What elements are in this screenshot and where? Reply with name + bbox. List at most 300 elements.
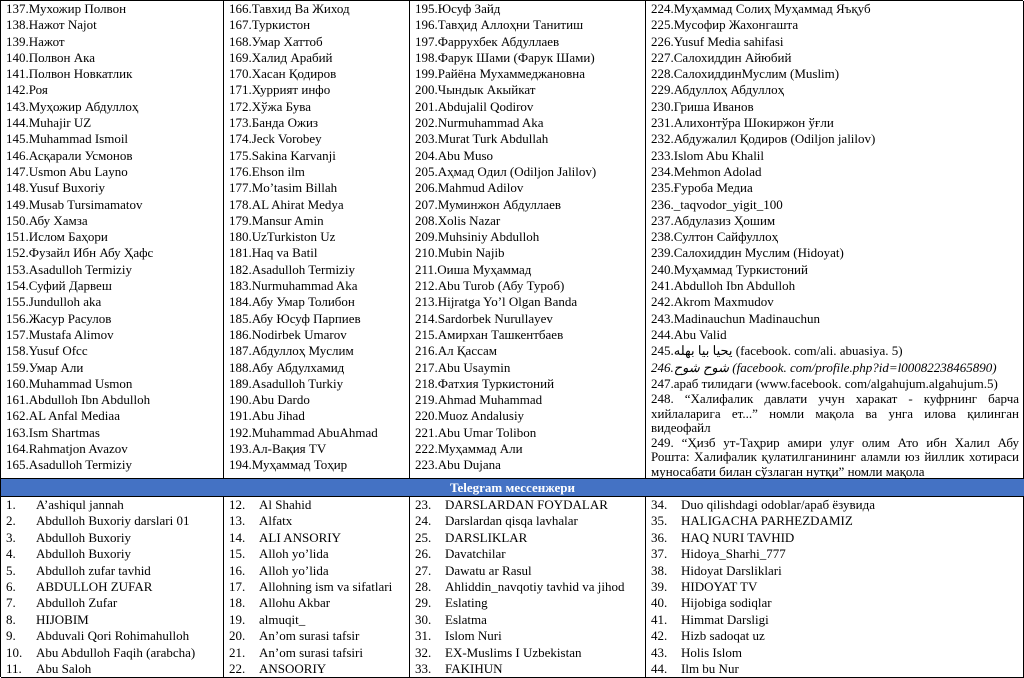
item-number: 187. [229, 343, 252, 359]
item-name: Nurmuhammad Aka [437, 115, 544, 131]
item-name: Нажот Najot [28, 17, 97, 33]
item-number: 15. [229, 546, 246, 562]
item-name: ALI ANSORIY [259, 529, 341, 545]
list-item [224, 294, 409, 310]
item-name: Abu Dujana [437, 457, 501, 473]
item-name: Abu Usaymin [437, 359, 511, 375]
list-item [410, 408, 645, 424]
item-name: Мусофир Жахонгашта [673, 17, 799, 33]
list-item [410, 164, 645, 180]
list-item [1, 497, 223, 513]
item-number: 215. [415, 326, 438, 342]
item-number: 9. [6, 628, 16, 644]
arabic-name: يحيا بيا بهله [673, 343, 733, 359]
list-item [410, 343, 645, 359]
list-item [224, 546, 409, 562]
item-name: Dawatu ar Rasul [445, 562, 532, 578]
item-name: Asadulloh Turkiy [251, 375, 344, 391]
list-item [410, 245, 645, 261]
item-number: 173. [229, 115, 252, 131]
item-number: 26. [415, 546, 432, 562]
item-name: Тавҳид Аллоҳни Танитиш [437, 17, 584, 33]
item-number: 199. [415, 66, 438, 82]
item-number: 139. [6, 33, 29, 49]
list-item [1, 441, 223, 457]
item-name: Фаррухбек Абдуллаев [437, 33, 560, 49]
item-number: 145. [6, 131, 29, 147]
item-name: Роя [28, 82, 48, 98]
list-item [646, 530, 1023, 546]
item-name: UzTurkiston Uz [251, 229, 336, 245]
top-column-3 [410, 1, 646, 478]
item-name: Yusuf Buxoriy [28, 180, 105, 196]
section-header-telegram: Telegram мессенжери [1, 478, 1024, 497]
list-item [224, 115, 409, 131]
item-name: Jundulloh aka [28, 294, 102, 310]
item-number: 242. [651, 294, 674, 310]
item-number: 200. [415, 82, 438, 98]
list-item [224, 262, 409, 278]
list-item [410, 530, 645, 546]
list-item [1, 245, 223, 261]
list-item [646, 164, 1023, 180]
item-number: 205. [415, 163, 438, 179]
item-number: 202. [415, 115, 438, 131]
item-name: Гриша Иванов [673, 98, 754, 114]
item-name: Yusuf Ofcc [28, 343, 88, 359]
item-number: 38. [651, 562, 668, 578]
list-item [224, 457, 409, 473]
item-name: Alloh yo’lida [259, 562, 329, 578]
item-number: 140. [6, 49, 29, 65]
item-name: Абдуллоҳ Абдуллоҳ [673, 82, 785, 98]
item-number: 195. [415, 1, 438, 16]
list-item [1, 82, 223, 98]
list-item [224, 311, 409, 327]
item-name: Жасур Расулов [28, 310, 112, 326]
list-item [646, 115, 1023, 131]
item-name: Ism Shartmas [28, 424, 100, 440]
item-number: 184. [229, 294, 252, 310]
list-item [224, 148, 409, 164]
list-item [224, 343, 409, 359]
item-number: 163. [6, 424, 29, 440]
item-number: 244. [651, 326, 674, 342]
item-name: Muhammad AbuAhmad [251, 424, 378, 440]
item-name: Nodirbek Umarov [251, 326, 347, 342]
list-item [646, 579, 1023, 595]
item-number: 176. [229, 163, 252, 179]
item-name: Hijobiga sodiqlar [681, 595, 772, 611]
item-name: Банда Ожиз [251, 115, 319, 131]
item-number: 34. [651, 497, 668, 512]
list-item [410, 197, 645, 213]
list-item [224, 628, 409, 644]
list-item [410, 546, 645, 562]
list-item [646, 66, 1023, 82]
item-name: Abu Dardo [251, 392, 310, 408]
list-item [410, 595, 645, 611]
item-number: 7. [6, 595, 16, 611]
item-name: Ғуроба Медиа [673, 180, 753, 196]
list-item [224, 34, 409, 50]
item-number: 191. [229, 408, 252, 424]
item-number: 226. [651, 33, 674, 49]
item-name: Умар Хаттоб [251, 33, 323, 49]
list-item [224, 197, 409, 213]
item-number: 193. [229, 441, 252, 457]
list-item [410, 278, 645, 294]
list-item [646, 563, 1023, 579]
list-item [410, 82, 645, 98]
item-number: 240. [651, 261, 674, 277]
item-name: Allohu Akbar [259, 595, 331, 611]
list-item [1, 197, 223, 213]
item-name: Mansur Amin [251, 212, 324, 228]
list-item [224, 50, 409, 66]
item-number: 209. [415, 229, 438, 245]
item-name: Аҳмад Одил (Odiljon Jalilov) [437, 163, 597, 179]
list-item [1, 530, 223, 546]
list-item [646, 497, 1023, 513]
item-number: 225. [651, 17, 674, 33]
item-name: Muhammad Usmon [28, 375, 133, 391]
item-number: 10. [6, 644, 23, 660]
list-item: 245.يحيا بيا بهله (facebook. com/ali. abuasiya. 5) [651, 343, 903, 359]
item-number: 223. [415, 457, 438, 473]
list-item [1, 278, 223, 294]
list-item [410, 213, 645, 229]
item-number: 174. [229, 131, 252, 147]
list-item [224, 17, 409, 33]
item-number: 144. [6, 115, 29, 131]
list-item [224, 360, 409, 376]
item-number: 37. [651, 546, 668, 562]
item-name: Al Shahid [259, 497, 312, 512]
item-name: Islom Abu Khalil [673, 147, 765, 163]
list-item [1, 546, 223, 562]
list-item [224, 376, 409, 392]
item-number: 161. [6, 392, 29, 408]
item-number: 233. [651, 147, 674, 163]
item-number: 221. [415, 424, 438, 440]
item-number: 172. [229, 98, 252, 114]
item-number: 179. [229, 212, 252, 228]
item-number: 243. [651, 310, 674, 326]
item-name: Муҳаммад Солиҳ Муҳаммад Яъқуб [673, 1, 871, 16]
list-item [646, 628, 1023, 644]
list-item [646, 131, 1023, 147]
list-item [410, 392, 645, 408]
list-item [1, 164, 223, 180]
item-number: 211. [415, 261, 438, 277]
list-item [1, 99, 223, 115]
item-number: 41. [651, 611, 668, 627]
item-number: 19. [229, 611, 246, 627]
list-item [646, 245, 1023, 261]
list-item [410, 425, 645, 441]
list-item: 249. “Ҳизб ут-Таҳрир амири улуғ олим Ато ибн Халил Абу Рошта: Халифалик қулатилганининг аламли юз йиллик хотираси муносабати билан сўзлаган нутқи” номли мақола [651, 435, 1019, 478]
list-item [224, 595, 409, 611]
list-item [1, 513, 223, 529]
list-item [410, 148, 645, 164]
list-item [646, 645, 1023, 661]
item-name: Muhajir UZ [28, 115, 92, 131]
item-name: Musab Tursimamatov [28, 196, 143, 212]
item-name: Rahmatjon Avazov [28, 441, 128, 457]
item-name: Sakina Karvanji [251, 147, 336, 163]
list-item [224, 661, 409, 677]
item-number: 33. [415, 660, 432, 676]
item-number: 137. [6, 1, 29, 16]
item-number: 164. [6, 441, 29, 457]
list-item [646, 661, 1023, 677]
item-number: 165. [6, 457, 29, 473]
list-item [410, 66, 645, 82]
item-number: 171. [229, 82, 252, 98]
item-number: 228. [651, 66, 674, 82]
item-name: Муҳаммад Туркистоний [673, 261, 808, 277]
item-name: Abu Abdulloh Faqih (arabcha) [36, 644, 196, 660]
list-item: 248. “Халифалик давлати учун харакат - куфрнинг барча хийлаларига ет...” номли мақола ва унга илова қилинган видеофайл [651, 392, 1020, 436]
item-name: AL Anfal Mediaa [28, 408, 120, 424]
list-item [646, 327, 1023, 343]
list-item [1, 661, 223, 677]
list-item [224, 392, 409, 408]
list-item [1, 645, 223, 661]
item-name: Mubin Najib [437, 245, 505, 261]
list-item [410, 497, 645, 513]
item-number: 40. [651, 595, 668, 611]
item-number: 11. [6, 660, 22, 676]
item-name: Darslardan qisqa lavhalar [445, 513, 578, 529]
list-item [410, 99, 645, 115]
item-name: HAQ NURI TAVHID [681, 529, 795, 545]
item-number: 43. [651, 644, 668, 660]
list-item [224, 99, 409, 115]
item-number: 146. [6, 147, 29, 163]
list-item [1, 294, 223, 310]
list-item [410, 311, 645, 327]
item-name: Оиша Муҳаммад [437, 261, 532, 277]
item-number: 196. [415, 17, 438, 33]
list-item [410, 294, 645, 310]
list-item [1, 213, 223, 229]
item-number: 241. [651, 278, 674, 294]
list-item [224, 131, 409, 147]
list-item [224, 82, 409, 98]
item-number: 24. [415, 513, 432, 529]
list-item [1, 628, 223, 644]
item-number: 177. [229, 180, 252, 196]
item-name: Алихонтўра Шокиржон ўғли [673, 115, 834, 131]
item-name: Himmat Darsligi [681, 611, 769, 627]
item-number: 227. [651, 49, 674, 65]
item-name: Ал-Вақия TV [251, 441, 327, 457]
list-item [646, 513, 1023, 529]
item-name: Асқарали Усмонов [28, 147, 133, 163]
list-item [224, 278, 409, 294]
item-name: An’om surasi tafsir [259, 628, 360, 644]
item-name: Xolis Nazar [437, 212, 501, 228]
bottom-column-2 [224, 497, 410, 678]
item-number: 231. [651, 115, 674, 131]
item-name: Abu Jihad [251, 408, 305, 424]
item-name: Mustafa Alimov [28, 326, 114, 342]
item-name: Abdulloh Ibn Abdulloh [673, 278, 796, 294]
item-name: Abdulloh Buxoriy darslari 01 [36, 513, 190, 529]
list-item: 246.شوح شوح (facebook. com/profile.php?id=l00082238465890) [651, 359, 997, 375]
top-column-4 [646, 1, 1024, 478]
item-name: Мухожир Полвон [28, 1, 127, 16]
item-number: 197. [415, 33, 438, 49]
list-item [224, 408, 409, 424]
list-item [646, 229, 1023, 245]
item-name: A’ashiqul jannah [36, 497, 124, 512]
item-name: Muhammad Ismoil [28, 131, 129, 147]
item-name: Салохиддин Айюбий [673, 49, 792, 65]
item-number: 222. [415, 441, 438, 457]
item-number: 194. [229, 457, 252, 473]
item-number: 214. [415, 310, 438, 326]
item-name: Abu Valid [673, 326, 727, 342]
item-number: 201. [415, 98, 438, 114]
item-number: 232. [651, 131, 674, 147]
list-item [1, 392, 223, 408]
item-name: Muhsiniy Abdulloh [437, 229, 540, 245]
item-number: 39. [651, 578, 668, 594]
list-item [410, 563, 645, 579]
item-name: Хуррият инфо [251, 82, 331, 98]
item-number: 156. [6, 310, 29, 326]
item-number: 155. [6, 294, 29, 310]
top-column-2 [224, 1, 410, 478]
list-item [646, 180, 1023, 196]
item-number: 30. [415, 611, 432, 627]
item-name: HIDOYAT TV [681, 578, 758, 594]
item-name: Фатхия Туркистоний [437, 375, 555, 391]
list-item [1, 343, 223, 359]
list-item [224, 229, 409, 245]
bottom-column-1 [1, 497, 224, 678]
item-name: Полвон Ака [28, 49, 95, 65]
list-item [646, 99, 1023, 115]
list-item [1, 311, 223, 327]
item-number: 204. [415, 147, 438, 163]
list-item [410, 513, 645, 529]
list-item [224, 513, 409, 529]
list-item [224, 213, 409, 229]
list-item [1, 115, 223, 131]
item-number: 44. [651, 660, 668, 676]
item-number: 3. [6, 529, 16, 545]
item-name: almuqit_ [259, 611, 306, 627]
list-item [646, 262, 1023, 278]
item-number: 181. [229, 245, 252, 261]
item-number: 175. [229, 147, 252, 163]
item-number: 27. [415, 562, 432, 578]
list-item [410, 50, 645, 66]
item-number: 141. [6, 66, 29, 82]
item-number: 153. [6, 261, 29, 277]
item-name: Муҳаммад Али [437, 441, 523, 457]
item-number: 14. [229, 529, 246, 545]
list-item [646, 82, 1023, 98]
item-number: 159. [6, 359, 29, 375]
item-number: 35. [651, 513, 668, 529]
list-item [646, 34, 1023, 50]
list-item [410, 441, 645, 457]
item-name: Ilm bu Nur [681, 660, 739, 676]
item-number: 162. [6, 408, 29, 424]
list-item [410, 115, 645, 131]
list-item [410, 180, 645, 196]
list-item [1, 360, 223, 376]
item-name: Allohning ism va sifatlari [259, 578, 393, 594]
item-name: Jeck Vorobey [251, 131, 322, 147]
item-number: 213. [415, 294, 438, 310]
item-name: Abdulloh zufar tavhid [36, 562, 151, 578]
list-item [1, 327, 223, 343]
item-name: Султон Сайфуллоҳ [673, 229, 779, 245]
item-name: Абдулазиз Ҳошим [673, 212, 776, 228]
item-number: 218. [415, 375, 438, 391]
list-item [1, 17, 223, 33]
item-number: 192. [229, 424, 252, 440]
item-number: 167. [229, 17, 252, 33]
list-item [410, 645, 645, 661]
list-item [224, 612, 409, 628]
list-item [1, 229, 223, 245]
item-name: EX-Muslims I Uzbekistan [445, 644, 582, 660]
item-name: Чындык Акыйкат [437, 82, 536, 98]
item-number: 210. [415, 245, 438, 261]
list-item [646, 197, 1023, 213]
item-name: Абдужалил Қодиров (Odiljon jalilov) [673, 131, 876, 147]
item-name: Eslatma [445, 611, 487, 627]
list-item [224, 563, 409, 579]
item-number: 170. [229, 66, 252, 82]
list-item [1, 148, 223, 164]
list-item [224, 530, 409, 546]
list-item [410, 457, 645, 473]
list-item [646, 278, 1023, 294]
item-number: 216. [415, 343, 438, 359]
item-number: 206. [415, 180, 438, 196]
list-item [1, 425, 223, 441]
list-item [224, 645, 409, 661]
item-name: Халид Арабий [251, 49, 333, 65]
item-number: 25. [415, 529, 432, 545]
item-number: 42. [651, 628, 668, 644]
item-number: 36. [651, 529, 668, 545]
item-number: 8. [6, 611, 16, 627]
item-name: Davatchilar [445, 546, 506, 562]
item-number: 236. [651, 196, 674, 212]
list-item [646, 546, 1023, 562]
list-item [224, 579, 409, 595]
list-item [410, 360, 645, 376]
list-item [410, 17, 645, 33]
item-number: 147. [6, 163, 29, 179]
item-number: 138. [6, 17, 29, 33]
item-name: Yusuf Media sahifasi [673, 33, 784, 49]
item-name: Abu Umar Tolibon [437, 424, 537, 440]
item-number: 4. [6, 546, 16, 562]
item-name: Хасан Қодиров [251, 66, 337, 82]
item-number: 229. [651, 82, 674, 98]
item-name: Салохиддин Муслим (Hidoyat) [673, 245, 844, 261]
